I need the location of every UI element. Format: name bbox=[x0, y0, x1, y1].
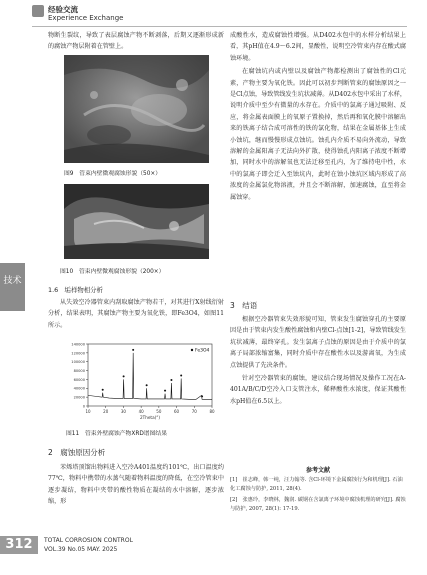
page-number: 312 bbox=[0, 536, 38, 554]
section-1-6-heading: 1.6 垢样物相分析 bbox=[48, 286, 103, 294]
x-tick-label: 60 bbox=[174, 409, 180, 414]
right-paragraph-1: 成酸性水，造成腐蚀性增强。从D402水包中的水样分析结果上看，其pH值在4.9～6.2间，显酸性，说明空冷管束内存在酸式腐蚀环境。 bbox=[230, 32, 406, 62]
peak-marker bbox=[102, 389, 104, 391]
figure-10-caption: 图10 管束内壁微观腐蚀形貌（200×） bbox=[60, 269, 165, 275]
right-paragraph-2: 在腐蚀坑内或内壁以及腐蚀产物都检测出了腐蚀性的Cl元素，产物主要为氧化铁。因此可以初步判断管束的腐蚀原因之一是Cl点蚀，导致管线发生坑状减薄。从D402水包中采出了水样，说明介质中至少有微量的水存在。介质中的氯离子通过吸附、反应，将金属表面膜上的氧原子置换掉，然后再和氧化膜中溶解出来的铁离子结合成可溶性的铁的氯化物，结果在金属基体上生成小蚀坑，继而慢慢形成点蚀坑。蚀孔内介质不易向外流动，导致溶解的金属阳离子无法向外扩散，使得蚀孔内阳离子浓度不断增加，同时水中的溶解氧也无法迁移至孔内，为了维持电中性，水中的氯离子即会迁入至蚀坑内，此时在蚀小蚀坑区域内形成了高浓度的金属氯化物溶液，并且会不断溶解，加速腐蚀，直至将金属蚀穿。 bbox=[230, 68, 406, 201]
section-2-heading: 2 腐蚀原因分析 bbox=[48, 448, 106, 457]
legend-label: Fe3O4 bbox=[195, 348, 210, 354]
y-tick-label: 20000 bbox=[73, 395, 85, 400]
figure-11-caption: 图11 管束外壁腐蚀产物XRD谱图结果 bbox=[66, 431, 167, 437]
peak-marker bbox=[164, 390, 166, 392]
x-tick-label: 30 bbox=[120, 409, 126, 414]
figure-9-micrograph bbox=[64, 55, 209, 163]
left-paragraph-3: 苯烯塔顶馏出物料进入空冷A401温度约101℃，出口温度约77℃，物料中携带的水蒸气随着物料温度的降低，在空冷管束中逐步凝结，物料中夹带的酸性物质在凝结的水中溶解，逐步浓缩，形 bbox=[48, 464, 224, 506]
x-tick-label: 80 bbox=[209, 409, 215, 414]
y-tick-label: 60000 bbox=[73, 377, 85, 382]
x-axis-label: 2Theta(°) bbox=[139, 415, 161, 420]
right-paragraph-3: 根据空冷器管束失效形貌可知，管束发生腐蚀穿孔的主要原因是由于管束内发生酸性腐蚀和内壁Cl-点蚀[1-2]，导致管线发生坑状减薄，最终穿孔。发生氯离子点蚀的原因是由于介质中的氯离子局部浓缩富集，同时介质中存在酸性水以及游离氧，为生成点蚀提供了先决条件。 bbox=[230, 316, 406, 369]
legend-marker bbox=[191, 349, 193, 351]
reference-2: [2] 张惠玲，李晓林，魏润. 碳钢在含氯离子环境中腐蚀机理的研究[J]. 腐蚀与防护, 2007, 28(1): 17-19. bbox=[230, 497, 406, 512]
peak-marker bbox=[170, 379, 172, 381]
peak-marker bbox=[123, 375, 125, 377]
left-paragraph-2: 从失效空冷器管束内刮取腐蚀产物若干，对其进行X射线衍射分析，结果表明，其腐蚀产物主要为氧化铁，即Fe3O4，如图11所示。 bbox=[48, 299, 224, 329]
header-divider bbox=[32, 26, 407, 27]
figure-11-xrd-chart bbox=[60, 338, 220, 420]
peak-marker bbox=[180, 375, 182, 377]
reference-1: [1] 崔志峰，韩一纯，汪力翰等. 含Cl-环境下金属腐蚀行为和机理[J]. 石油化工腐蚀与防护, 2011, 28(4). bbox=[230, 477, 403, 492]
figure-10-micrograph bbox=[64, 184, 209, 259]
plot-frame bbox=[88, 344, 212, 406]
peak-marker bbox=[201, 395, 203, 397]
y-tick-label: 120000 bbox=[71, 351, 85, 356]
x-tick-label: 10 bbox=[85, 409, 91, 414]
left-paragraph-1: 物断生裂纹，导致了表层腐蚀产物不断剥落，后期又逐渐形成新的腐蚀产物层附着在管壁上。 bbox=[48, 32, 224, 51]
section-title-cn: 经验交流 bbox=[48, 5, 78, 14]
y-tick-label: 100000 bbox=[71, 360, 85, 365]
y-tick-label: 140000 bbox=[71, 342, 85, 347]
right-paragraph-4: 针对空冷器管束的腐蚀，建议结合现场情况及操作工况在A-401A/B/C/D空冷入口支管注水，稀释酸性水浓度，保证其酸性水pH值在6.5以上。 bbox=[230, 375, 406, 405]
x-tick-label: 50 bbox=[156, 409, 162, 414]
journal-name: TOTAL CORROSION CONTROL bbox=[44, 537, 133, 544]
y-tick-label: 80000 bbox=[73, 368, 85, 373]
y-tick-label: 40000 bbox=[73, 386, 85, 391]
xrd-series-line bbox=[88, 353, 212, 400]
xrd-chart-svg bbox=[60, 338, 220, 420]
journal-issue: VOL.39 No.05 MAY. 2025 bbox=[44, 546, 118, 553]
figure-9-caption: 图9 管束内壁微观腐蚀形貌（50×） bbox=[64, 171, 162, 177]
y-tick-label: 0 bbox=[82, 404, 85, 409]
x-tick-label: 40 bbox=[138, 409, 144, 414]
references-title: 参考文献 bbox=[305, 467, 330, 474]
section-3-heading: 3 结语 bbox=[230, 301, 258, 310]
x-tick-label: 70 bbox=[191, 409, 197, 414]
journal-logo-icon bbox=[32, 5, 44, 17]
section-title-en: Experience Exchange bbox=[48, 14, 124, 22]
x-tick-label: 20 bbox=[103, 409, 109, 414]
peak-marker bbox=[146, 384, 148, 386]
peak-marker bbox=[132, 349, 134, 351]
side-tab: 技术 bbox=[0, 263, 25, 311]
